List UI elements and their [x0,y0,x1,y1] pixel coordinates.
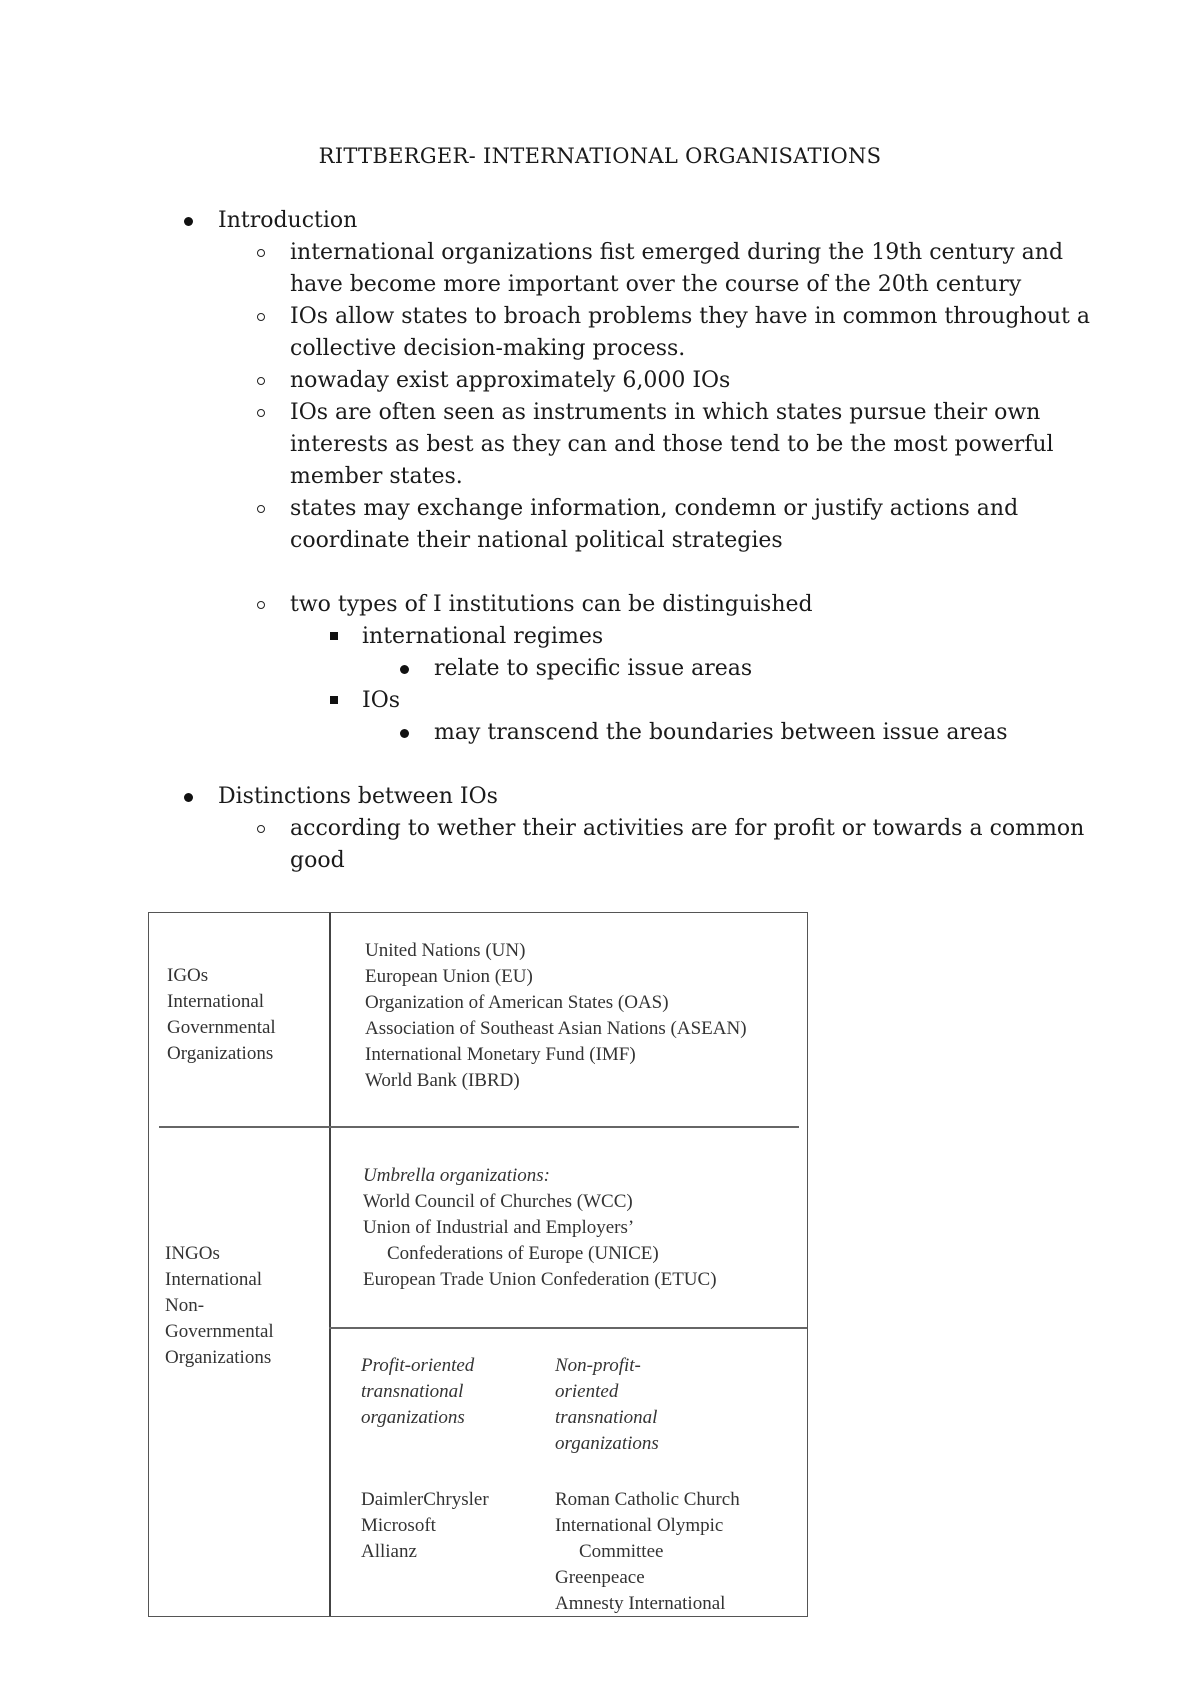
bullet-circle-icon [257,825,265,833]
intro-point-1: international organizations fist emerged during the 19th century and have become more important over the course of the 20th century [290,237,1090,301]
table-divider-vertical [329,913,331,1616]
bullet-square-icon [330,696,338,704]
intro-point-5: states may exchange information, condemn or justify actions and coordinate their national political strategies [290,493,1090,557]
list-item: Amnesty International [555,1593,726,1614]
umbrella-heading: Umbrella organizations: [363,1165,551,1186]
list-item: Roman Catholic Church [555,1489,740,1510]
list-item: Microsoft [361,1515,436,1536]
type-international-regimes: international regimes [362,621,603,653]
list-item: Association of Southeast Asian Nations (ASEAN) [365,1018,747,1039]
section-distinctions-heading: Distinctions between IOs [218,781,498,813]
list-item: Organization of American States (OAS) [365,992,669,1013]
list-item: Greenpeace [555,1567,645,1588]
bullet-circle-icon [257,377,265,385]
list-item: Union of Industrial and Employers’ [363,1217,635,1238]
list-item: European Union (EU) [365,966,533,987]
list-item: Committee [579,1541,664,1562]
list-item: International Olympic [555,1515,724,1536]
profit-oriented-column: Profit-oriented transnational organizations DaimlerChrysler Microsoft Allianz [361,1353,489,1565]
intro-point-2: IOs allow states to broach problems they have in common throughout a collective decision-making process. [290,301,1090,365]
table-divider-horizontal [329,1327,807,1329]
bullet-dot-icon [400,665,409,674]
non-profit-oriented-column: Non-profit- oriented transnational organizations Roman Catholic Church International Olympic Committee Greenpeace Amnesty International [555,1353,740,1617]
list-item: World Bank (IBRD) [365,1070,520,1091]
igo-label: IGOs International Governmental Organizations [167,965,276,1064]
table-divider-horizontal [159,1126,799,1128]
distinctions-point-1: according to wether their activities are for profit or towards a common good [290,813,1090,877]
list-item: Confederations of Europe (UNICE) [387,1243,659,1264]
type-ios-detail: may transcend the boundaries between issue areas [434,717,1008,749]
ingo-label: INGOs International Non- Governmental Organizations [165,1243,274,1368]
bullet-circle-icon [257,249,265,257]
section-introduction-heading: Introduction [218,205,357,237]
io-classification-table [148,912,808,1617]
intro-point-4: IOs are often seen as instruments in which states pursue their own interests as best as they can and those tend to be the most powerful member states. [290,397,1090,493]
intro-point-3: nowaday exist approximately 6,000 IOs [290,365,1090,397]
umbrella-organizations [363,1163,717,1293]
igo-examples [365,938,747,1094]
bullet-circle-icon [257,505,265,513]
bullet-dot-icon [400,729,409,738]
type-ios: IOs [362,685,400,717]
bullet-dot-icon [184,217,193,226]
bullet-circle-icon [257,409,265,417]
bullet-square-icon [330,632,338,640]
list-item: Allianz [361,1541,417,1562]
intro-point-6: two types of I institutions can be distinguished [290,589,1090,621]
list-item: World Council of Churches (WCC) [363,1191,633,1212]
bullet-circle-icon [257,601,265,609]
page-title: RITTBERGER- INTERNATIONAL ORGANISATIONS [318,144,882,168]
list-item: European Trade Union Confederation (ETUC) [363,1269,717,1290]
list-item: DaimlerChrysler [361,1489,489,1510]
type-international-regimes-detail: relate to specific issue areas [434,653,752,685]
bullet-dot-icon [184,793,193,802]
bullet-circle-icon [257,313,265,321]
list-item: International Monetary Fund (IMF) [365,1044,636,1065]
list-item: United Nations (UN) [365,940,526,961]
